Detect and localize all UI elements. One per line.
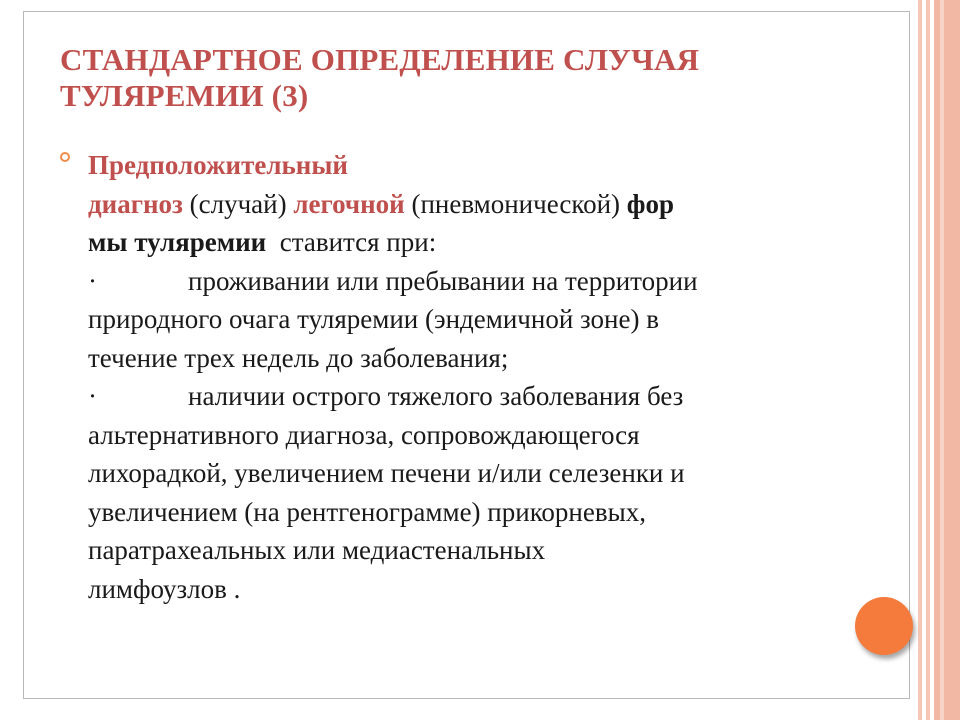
illness-text: наличии острого тяжелого заболевания без (188, 381, 684, 411)
ring-bullet-icon (60, 152, 70, 162)
set-when-text: ставится при: (266, 227, 437, 257)
decor-stripe-1 (918, 0, 922, 720)
body-line-11: паратрахеальных или медиастенальных (88, 535, 546, 565)
body-line-10: увеличением (на рентгенограмме) прикорневых, (88, 496, 647, 527)
decor-stripe-3 (934, 0, 960, 720)
decor-stripe-4 (940, 0, 944, 720)
body-line-2 (88, 185, 898, 224)
body-line-1: Предположительный (88, 150, 348, 180)
body-line-7 (88, 377, 898, 416)
decor-stripe-2 (926, 0, 930, 720)
slide-body (88, 146, 898, 608)
tularemia-form-text: мы туляремии (88, 227, 267, 257)
pulmonary-word: легочной (293, 188, 405, 219)
case-text: (случай) (182, 188, 294, 219)
diagnosis-word: диагноз (88, 188, 183, 219)
title-line-1: СТАНДАРТНОЕ ОПРЕДЕЛЕНИЕ СЛУЧАЯ (60, 42, 700, 77)
orange-circle-icon[interactable] (855, 597, 913, 655)
pneumonic-text: (пневмонической) (404, 188, 627, 219)
sub-bullet-1: · (88, 265, 97, 296)
sub-bullet-2: · (88, 381, 97, 411)
body-line-12: лимфоузлов . (88, 573, 241, 604)
body-line-6: течение трех недель до заболевания; (88, 342, 509, 373)
body-line-9: лихорадкой, увеличением печени и/или селезенки и (88, 458, 685, 488)
title-line-2: ТУЛЯРЕМИИ (3) (60, 78, 309, 113)
body-line-5: природного очага туляремии (эндемичной зоне) в (88, 304, 659, 334)
slide-title (60, 42, 880, 114)
body-line-8: альтернативного диагноза, сопровождающегося (88, 419, 640, 450)
body-line-4 (88, 262, 898, 301)
form-word-part: фор (626, 188, 674, 219)
body-line-3 (88, 223, 898, 262)
residence-text: проживании или пребывании на территории (188, 265, 698, 296)
